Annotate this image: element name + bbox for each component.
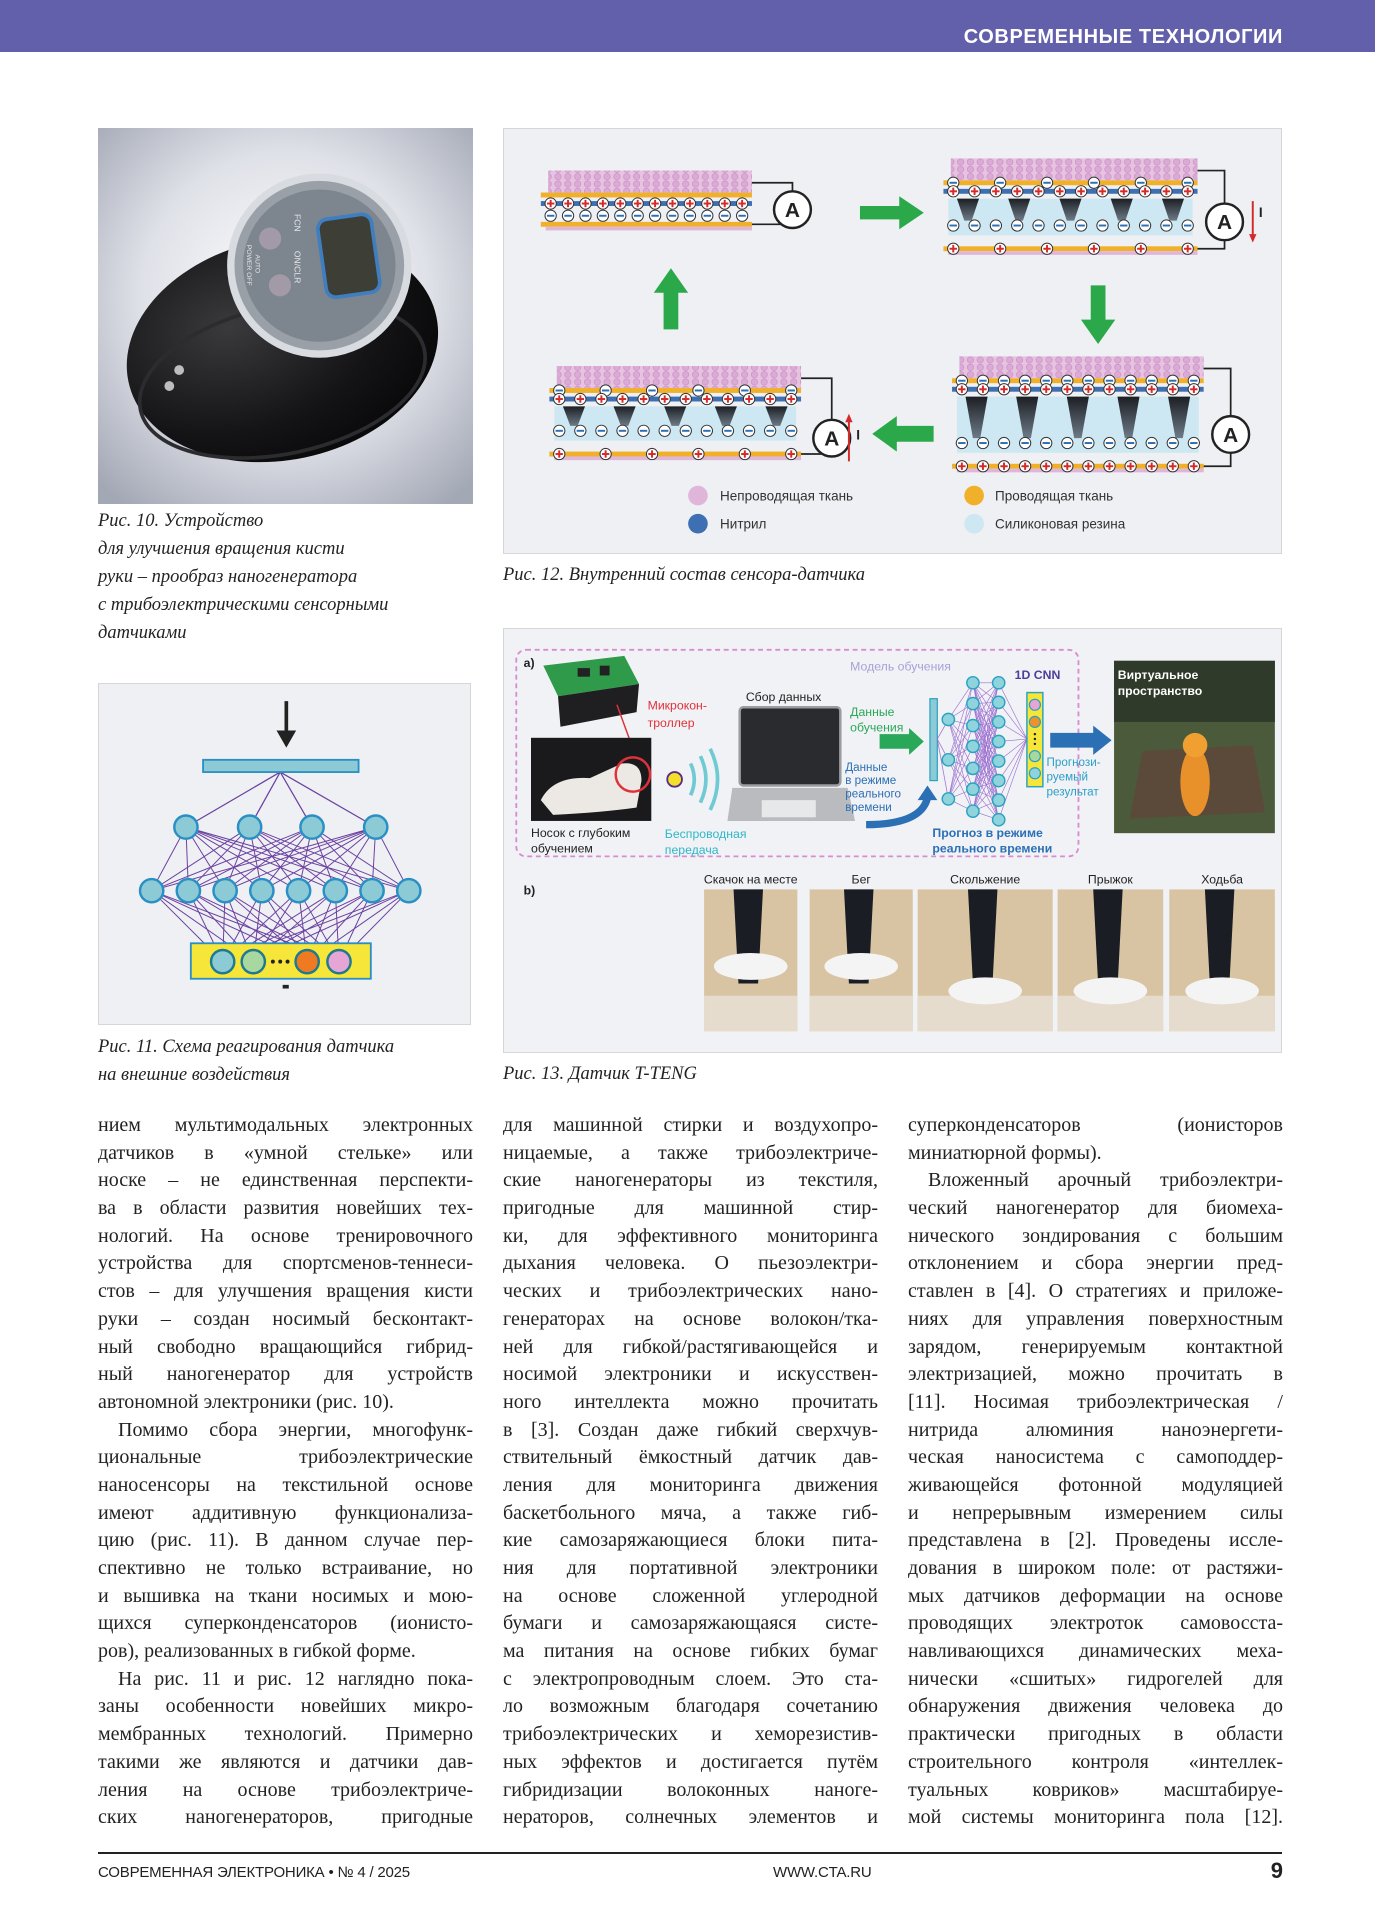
- neuron-node: [140, 879, 163, 902]
- caption-line: Рис. 10. Устройство: [98, 511, 264, 531]
- conductive-fabric-layer: [952, 378, 1204, 383]
- floor: [810, 996, 913, 1031]
- output-node: [211, 950, 234, 973]
- legend: [688, 486, 1126, 534]
- text-line: трибоэлектрических и хеморезистив-: [503, 1723, 878, 1746]
- text-line: ного интеллекта можно прочитать: [503, 1390, 878, 1413]
- transmitter-dot-icon: [667, 772, 682, 787]
- cnn-node: [967, 740, 979, 752]
- text-line: ма питания на основе гибких бумаг: [503, 1640, 878, 1663]
- figure-10-caption: [98, 507, 388, 647]
- wire: [1204, 368, 1231, 416]
- ellipsis-dot: [271, 960, 275, 964]
- predicted-result-label: результат: [1046, 785, 1099, 799]
- bottom-fabric-layer: [948, 251, 1197, 255]
- nonconductive-fabric-layer: [548, 171, 752, 193]
- leg: [1205, 889, 1234, 983]
- text-line: ских наногенераторов, пригодные: [98, 1806, 473, 1829]
- text-line: Вложенный арочный трибоэлектри-: [928, 1169, 1283, 1192]
- ellipsis-dot: [1034, 738, 1036, 740]
- text-line: имеют аддитивную функционализа-: [98, 1501, 473, 1524]
- wire: [752, 183, 793, 192]
- realtime-forecast-label: реального времени: [932, 841, 1053, 856]
- predicted-result-label: Прогнози-: [1046, 755, 1101, 769]
- nitrile-layer: [952, 387, 1204, 392]
- white-sock: [1185, 977, 1259, 1004]
- cnn-node: [993, 696, 1005, 708]
- nitrile-layer: [549, 397, 801, 402]
- text-line: нием мультимодальных электронных: [98, 1114, 473, 1136]
- caption-line: руки – прообраз наногенератора: [98, 567, 358, 587]
- sock-label: Носок с глубоким: [531, 825, 631, 840]
- part-a-label: a): [523, 655, 535, 670]
- wireless-label: Беспроводная: [664, 827, 747, 842]
- cnn-network: [930, 677, 1043, 826]
- text-line: кие самозаряжающиеся блоки пита-: [503, 1529, 878, 1552]
- green-arrow-left-icon: [872, 416, 933, 451]
- text-line: ло возможным благодаря сочетанию: [503, 1695, 878, 1718]
- caption-line: для улучшения вращения кисти: [98, 539, 345, 559]
- text-line: ческая наносистема с самоподдер-: [908, 1446, 1283, 1469]
- output-arrow-icon: [1050, 726, 1111, 755]
- text-line: дыхания человека. О пьезоэлектри-: [503, 1252, 878, 1275]
- cnn-node: [967, 783, 979, 795]
- nitrile-layer: [943, 189, 1197, 194]
- text-line: миниатюрной формы).: [908, 1141, 1102, 1164]
- footer-magazine-issue: СОВРЕМЕННАЯ ЭЛЕКТРОНИКА • № 4 / 2025: [98, 1864, 410, 1881]
- output-node: [1029, 716, 1040, 727]
- force-arrow-icon: [277, 730, 297, 747]
- legend-swatch-pink: [688, 486, 708, 506]
- connection: [937, 739, 948, 799]
- text-line: ления для мониторинга движения: [503, 1473, 878, 1496]
- cnn-node: [967, 697, 979, 709]
- neuron-node: [360, 879, 383, 902]
- activity-label: Скольжение: [950, 872, 1021, 887]
- text-line: суперконденсаторов (ионисторов: [908, 1114, 1283, 1136]
- activity-photo: [810, 889, 913, 1031]
- caption-line: Рис. 11. Схема реагирования датчика: [98, 1037, 395, 1057]
- text-line: отклонением и сбора энергии пред-: [908, 1252, 1283, 1275]
- text-line: щихся суперконденсаторов (ионисто-: [98, 1612, 473, 1635]
- text-line: нически «сшитых» гидрогелей для: [908, 1667, 1283, 1690]
- nonconductive-fabric-layer: [959, 356, 1203, 378]
- text-line: и непрерывным измерением силы: [908, 1501, 1283, 1524]
- neuron-node: [287, 879, 310, 902]
- neuron-node: [250, 879, 273, 902]
- connection: [152, 827, 250, 891]
- connection: [186, 772, 280, 827]
- microcontroller-label: Микрокон-: [647, 698, 707, 713]
- text-column-3: [908, 1114, 1283, 1834]
- text-line: мембранных технологий. Примерно: [98, 1723, 473, 1746]
- wire: [1198, 240, 1225, 249]
- input-layer-bar: [930, 699, 937, 781]
- text-line: стов – для улучшения вращения кисти: [98, 1280, 473, 1303]
- text-line: представлена в [2]. Проведены иссле-: [908, 1529, 1283, 1552]
- activity-photo: [918, 889, 1053, 1031]
- neuron-node: [213, 879, 236, 902]
- text-line: носимой электроники и искусствен-: [503, 1363, 878, 1386]
- sensor-bar: [203, 760, 359, 772]
- leg: [968, 889, 997, 983]
- green-arrow-up-icon: [654, 268, 688, 329]
- caption-line: Рис. 12. Внутренний состав сенсора-датчика: [503, 565, 865, 585]
- bottom-conductive-layer: [549, 452, 801, 457]
- text-line: ствительный ёмкостный датчик дав-: [503, 1446, 878, 1469]
- output-node: [296, 950, 319, 973]
- training-data-label: Данные: [850, 704, 895, 719]
- cnn-node: [993, 716, 1005, 728]
- text-line: ческий наногенератор для биомеха-: [908, 1197, 1283, 1220]
- bottom-fabric-layer: [554, 456, 801, 460]
- output-node: [242, 950, 265, 973]
- text-line: ниях для управления поверхностным: [908, 1307, 1283, 1330]
- text-line: дования в широком поле: от растяжи-: [908, 1557, 1283, 1579]
- realtime-data-label: в режиме: [845, 774, 897, 788]
- model-label: Модель обучения: [850, 659, 951, 674]
- text-line: с электропроводным слоем. Это ста-: [503, 1667, 878, 1690]
- wire: [1204, 453, 1231, 466]
- sensor-response-network: [99, 684, 470, 1024]
- text-line: заны особенности новейших микро-: [98, 1695, 473, 1718]
- text-line: ческих и трибоэлектрических нано-: [503, 1280, 878, 1303]
- output-node: [1029, 768, 1040, 779]
- text-line: бумаги и самозаряжающаяся систе-: [503, 1612, 878, 1635]
- wireless-waves-icon: [691, 749, 718, 810]
- output-node: [1029, 751, 1040, 762]
- wire: [801, 378, 832, 420]
- cnn-node: [993, 774, 1005, 786]
- figure-11-diagram: [98, 683, 471, 1025]
- text-line: [11]. Носимая трибоэлектрическая /: [908, 1390, 1283, 1413]
- text-line: руки – создан носимый бесконтакт-: [98, 1307, 473, 1330]
- power-button: [269, 274, 291, 296]
- cnn-node: [967, 677, 979, 689]
- text-line: пригодные для машинной стир-: [503, 1197, 878, 1220]
- conductive-fabric-layer: [549, 388, 801, 393]
- cnn-node: [993, 735, 1005, 747]
- figure-10-photo: [98, 128, 473, 504]
- text-line: ницаемые, а также трибоэлектриче-: [503, 1141, 878, 1164]
- text-line: туальных ковриков» масштабируе-: [908, 1778, 1283, 1801]
- text-line: баскетбольного мяча, а также гиб-: [503, 1501, 878, 1524]
- text-line: ный свободно вращающийся гибрид-: [98, 1335, 473, 1358]
- data-collection-label: Сбор данных: [745, 690, 822, 705]
- text-line: ва в области развития новейших тех-: [98, 1197, 473, 1220]
- figure-13-diagram: [503, 628, 1282, 1053]
- conductive-fabric-layer: [943, 180, 1197, 185]
- power-off-label: POWER OFF: [244, 244, 252, 286]
- caption-line: датчиками: [98, 623, 187, 643]
- text-line: нологий. На основе тренировочного: [98, 1224, 473, 1247]
- leg: [1093, 889, 1122, 983]
- cnn-node: [993, 814, 1005, 826]
- ellipsis-dot: [286, 960, 290, 964]
- text-line: ных эффектов и достигается путём: [503, 1750, 878, 1773]
- output-node: [327, 950, 350, 973]
- figure-11-caption: [98, 1033, 394, 1089]
- text-line: ный наногенератор для устройств: [98, 1363, 473, 1386]
- ammeter-label: A: [1223, 423, 1239, 447]
- text-line: носке – не единственная перспекти-: [98, 1169, 473, 1192]
- led-indicator: [164, 381, 174, 391]
- bottom-fabric-layer: [546, 227, 752, 231]
- ellipsis-dot: [1034, 743, 1036, 745]
- cnn-node: [942, 793, 954, 805]
- text-line: ки, для эффективного мониторинга: [503, 1224, 878, 1247]
- legend-swatch-blue: [688, 514, 708, 534]
- activity-photos: [704, 872, 1275, 1031]
- text-line: циональные трибоэлектрические: [98, 1446, 473, 1469]
- current-label: I: [856, 427, 861, 443]
- sock-label: обучением: [531, 841, 593, 856]
- smart-sock-photo: [531, 738, 651, 821]
- text-line: зарядом, генерируемым контактной: [908, 1335, 1283, 1358]
- neuron-node: [174, 815, 197, 838]
- text-column-1: [98, 1114, 473, 1834]
- text-line: устройства для спортсменов-теннеси-: [98, 1252, 473, 1275]
- section-header-bar: [0, 0, 1375, 52]
- white-sock: [824, 953, 898, 980]
- text-line: генераторах на основе волокон/тка-: [503, 1307, 878, 1330]
- layer-stack: [549, 366, 850, 460]
- ellipsis-dot: [1034, 733, 1036, 735]
- text-line: ставлен в [4]. О стратегиях и приложе-: [908, 1280, 1283, 1303]
- section-title: СОВРЕМЕННЫЕ ТЕХНОЛОГИИ: [963, 26, 1283, 48]
- fcn-button: [259, 228, 281, 250]
- text-line: гибридизации волоконных наноге-: [503, 1778, 878, 1801]
- cnn-label: 1D CNN: [1014, 668, 1061, 683]
- figure-13-caption: [503, 1060, 697, 1088]
- page-number: 9: [1270, 1858, 1283, 1883]
- text-line: нического зондирования с большим: [908, 1224, 1283, 1247]
- text-line: цию (рис. 11). В данном случае пер-: [98, 1529, 473, 1552]
- bottom-conductive-layer: [541, 222, 752, 227]
- green-arrow-right-icon: [860, 196, 924, 229]
- text-line: автономной электроники (рис. 10).: [98, 1390, 394, 1413]
- activity-label: Прыжок: [1087, 872, 1133, 887]
- floor: [704, 996, 797, 1031]
- current-arrowhead-icon: [845, 414, 852, 423]
- text-line: практически пригодных в области: [908, 1723, 1283, 1746]
- white-sock: [1074, 977, 1148, 1004]
- text-line: мой системы мониторинга пола [12].: [908, 1806, 1283, 1829]
- neuron-node: [324, 879, 347, 902]
- footer-website-link[interactable]: WWW.CTA.RU: [773, 1864, 872, 1881]
- cnn-node: [942, 713, 954, 725]
- neuron-node: [177, 879, 200, 902]
- conductive-fabric-layer: [541, 193, 752, 198]
- legend-swatch-light-blue: [964, 514, 984, 534]
- ammeter-label: A: [824, 427, 840, 451]
- neuron-node: [397, 879, 420, 902]
- layer-stack: [943, 158, 1243, 255]
- text-line: навливающихся динамических меха-: [908, 1640, 1283, 1663]
- nonconductive-fabric-layer: [557, 366, 801, 388]
- text-line: наносенсоры на текстильной основе: [98, 1473, 473, 1496]
- white-sock: [714, 953, 788, 980]
- virtual-space-label: пространство: [1117, 684, 1203, 699]
- footer-divider: [98, 1852, 1282, 1854]
- virtual-space-label: Виртуальное: [1117, 668, 1199, 683]
- output-node: [1029, 699, 1040, 710]
- neuron-node: [300, 815, 323, 838]
- fcn-label: FCN: [292, 214, 303, 232]
- network-connections: [152, 772, 409, 962]
- legend-swatch-orange: [964, 486, 984, 506]
- layer-stack: [541, 171, 811, 231]
- current-label: I: [1258, 205, 1263, 220]
- ellipsis-dot: [278, 960, 282, 964]
- layer-stack: [952, 356, 1249, 472]
- neuron-node: [364, 815, 387, 838]
- text-line: для машинной стирки и воздухопро-: [503, 1114, 878, 1136]
- realtime-forecast-label: Прогноз в режиме: [932, 825, 1043, 840]
- activity-label: Скачок на месте: [703, 872, 798, 887]
- wire: [1198, 171, 1225, 204]
- text-line: спективно не только встраивание, но: [98, 1557, 473, 1579]
- activity-label: Бег: [851, 872, 871, 887]
- bottom-fabric-layer: [957, 469, 1204, 473]
- white-sock: [948, 977, 1022, 1004]
- text-line: и вышивка на ткани носимых и мою-: [98, 1584, 473, 1607]
- ammeter-label: A: [784, 199, 800, 222]
- text-line: обнаружения движения человека до: [908, 1695, 1283, 1718]
- figure-12-caption: [503, 561, 865, 589]
- current-arrowhead-icon: [1249, 234, 1256, 243]
- realtime-data-label: времени: [845, 801, 892, 815]
- connection: [280, 772, 376, 827]
- legend-label: Проводящая ткань: [994, 488, 1114, 504]
- cnn-node: [993, 794, 1005, 806]
- text-line: электризацией, можно прочитать в: [908, 1363, 1283, 1386]
- legend-label: Непроводящая ткань: [720, 488, 854, 504]
- auto-label: AUTO: [253, 254, 261, 274]
- figure-12-diagram: [503, 128, 1282, 554]
- led-indicator: [174, 365, 184, 375]
- ammeter-label: A: [1217, 211, 1233, 235]
- training-data-label: обучения: [850, 720, 904, 735]
- microcontroller-board-image: [543, 656, 639, 727]
- dash-mark: [283, 985, 289, 989]
- bottom-conductive-layer: [952, 464, 1204, 469]
- text-line: нитрида алюминия наноэнергети-: [908, 1418, 1283, 1441]
- realtime-data-label: реального: [845, 787, 901, 801]
- legend-label: Силиконовая резина: [994, 516, 1126, 532]
- caption-line: на внешние воздействия: [98, 1065, 290, 1085]
- text-line: строительного контроля «интеллек-: [908, 1750, 1283, 1773]
- activity-label: Ходьба: [1201, 872, 1243, 887]
- wireless-label: передача: [664, 842, 719, 857]
- activity-photo: [1058, 889, 1164, 1031]
- text-line: Помимо сбора энергии, многофунк-: [118, 1418, 473, 1441]
- cnn-node: [942, 754, 954, 766]
- bottom-conductive-layer: [943, 246, 1197, 251]
- legend-label: Нитрил: [720, 516, 767, 532]
- text-line: ров), реализованных в гибкой форме.: [98, 1640, 416, 1663]
- activity-photo: [1169, 889, 1275, 1031]
- t-teng-sensor-diagram: [504, 629, 1281, 1052]
- part-b-label: b): [523, 883, 536, 898]
- realtime-data-label: Данные: [845, 760, 888, 774]
- connection: [999, 739, 1027, 800]
- text-line: мых датчиков деформации на основе: [908, 1584, 1283, 1607]
- text-line: нераторов, солнечных элементов и: [503, 1806, 878, 1829]
- activity-photo: [704, 889, 797, 1031]
- lcd-display: [317, 213, 382, 298]
- text-line: ней для гибкой/растягивающейся и: [503, 1335, 878, 1358]
- cnn-node: [967, 762, 979, 774]
- text-line: ские наногенераторы из текстиля,: [503, 1169, 878, 1192]
- cnn-node: [993, 755, 1005, 767]
- teng-cycle-diagram: [504, 129, 1281, 553]
- text-line: ления на основе трибоэлектриче-: [98, 1778, 473, 1801]
- connection: [312, 827, 409, 891]
- text-line: на основе сложенной углеродной: [503, 1584, 878, 1607]
- text-column-2: [503, 1114, 878, 1834]
- microcontroller-label: троллер: [647, 715, 695, 730]
- green-arrow-down-icon: [1081, 285, 1115, 344]
- cnn-node: [993, 677, 1005, 689]
- laptop-image: [727, 707, 855, 821]
- realtime-arrowhead-icon: [918, 785, 938, 800]
- text-line: такими же являются и датчики дав-: [98, 1750, 473, 1773]
- predicted-result-label: руемый: [1046, 770, 1088, 784]
- cnn-node: [967, 719, 979, 731]
- cnn-node: [967, 805, 979, 817]
- wrist-trainer-device-image: [98, 128, 473, 504]
- text-line: проводящих электроток самовосста-: [908, 1612, 1283, 1635]
- caption-line: с трибоэлектрическими сенсорными: [98, 595, 389, 615]
- text-line: в [3]. Создан даже гибкий сверхчув-: [503, 1418, 878, 1441]
- text-line: живающейся фотонной модуляцией: [908, 1473, 1283, 1496]
- neuron-node: [238, 815, 261, 838]
- text-line: датчиков в «умной стельке» или: [98, 1141, 473, 1164]
- caption-line: Рис. 13. Датчик T-TENG: [503, 1064, 697, 1084]
- on-clr-label: ON/CLR: [292, 250, 303, 284]
- text-line: ния для портативной электроники: [503, 1557, 878, 1579]
- text-line: На рис. 11 и рис. 12 наглядно пока-: [118, 1667, 473, 1690]
- nonconductive-fabric-layer: [951, 158, 1198, 180]
